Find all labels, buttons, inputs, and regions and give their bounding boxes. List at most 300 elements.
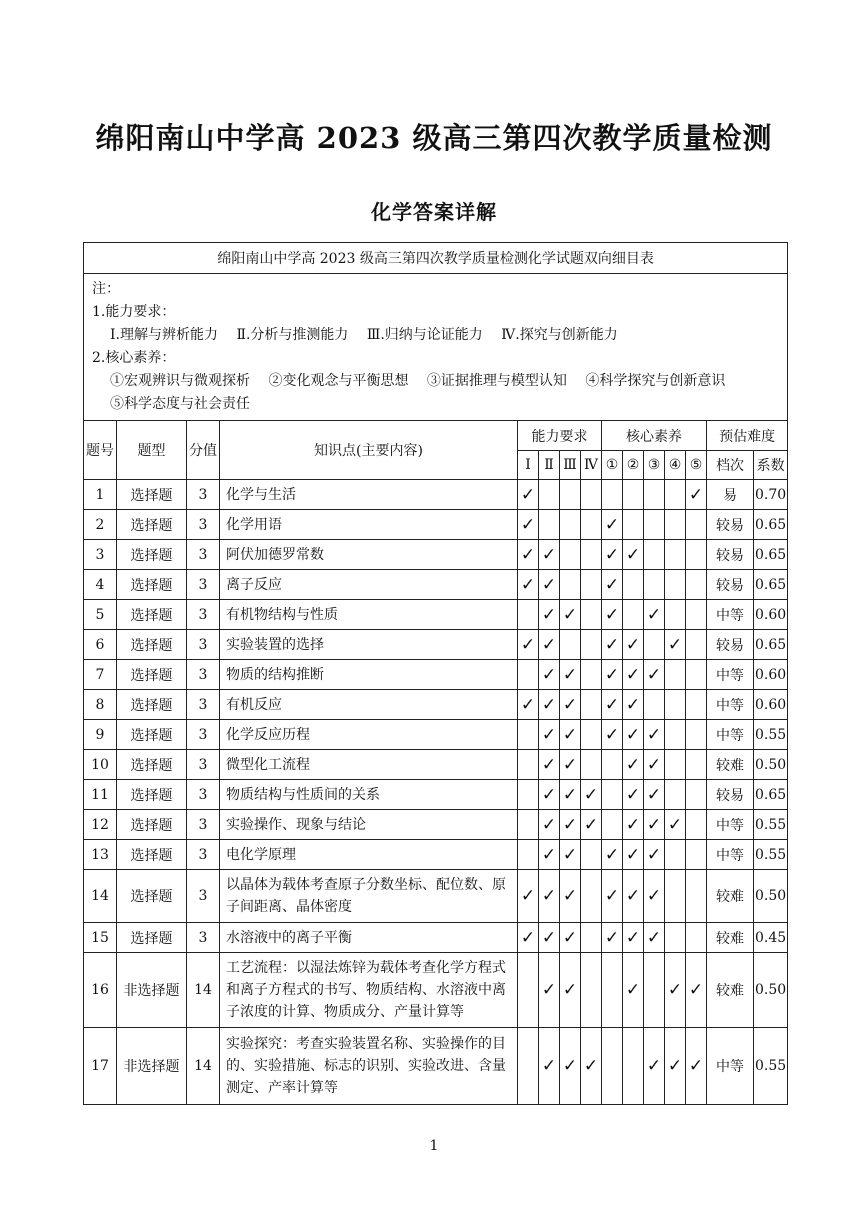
cell-core-1	[602, 480, 623, 510]
cell-core-2: ✓	[623, 690, 644, 720]
table-row	[84, 510, 788, 540]
cell-core-1: ✓	[602, 510, 623, 540]
cell-type: 非选择题	[117, 953, 187, 1028]
cell-core-1	[602, 780, 623, 810]
ability-list	[92, 324, 779, 347]
cell-ability-4: ✓	[581, 780, 602, 810]
cell-score: 3	[187, 570, 220, 600]
header-core-3: ③	[644, 451, 665, 480]
cell-ability-4	[581, 570, 602, 600]
cell-core-1: ✓	[602, 720, 623, 750]
cell-level: 中等	[707, 600, 754, 630]
cell-core-3: ✓	[644, 720, 665, 750]
cell-core-3: ✓	[644, 923, 665, 953]
cell-core-5	[686, 840, 707, 870]
cell-ability-1: ✓	[518, 923, 539, 953]
table-row	[84, 1028, 788, 1105]
cell-type: 选择题	[117, 540, 187, 570]
cell-num: 13	[84, 840, 117, 870]
cell-core-5	[686, 750, 707, 780]
cell-core-4: ✓	[665, 1028, 686, 1105]
cell-ability-3: ✓	[560, 660, 581, 690]
header-type: 题型	[117, 421, 187, 480]
cell-type: 选择题	[117, 510, 187, 540]
cell-ability-2: ✓	[539, 780, 560, 810]
cell-ability-3	[560, 570, 581, 600]
page-number: 1	[429, 1138, 439, 1154]
cell-ability-2: ✓	[539, 870, 560, 923]
cell-level: 中等	[707, 840, 754, 870]
table-row	[84, 840, 788, 870]
cell-knowledge: 化学用语	[220, 510, 518, 540]
cell-level: 较难	[707, 870, 754, 923]
table-caption: 绵阳南山中学高 2023 级高三第四次教学质量检测化学试题双向细目表	[84, 243, 788, 274]
cell-ability-1	[518, 780, 539, 810]
cell-core-5	[686, 810, 707, 840]
cell-core-2	[623, 570, 644, 600]
cell-ability-3	[560, 630, 581, 660]
cell-core-2: ✓	[623, 540, 644, 570]
cell-ability-1: ✓	[518, 630, 539, 660]
cell-core-2	[623, 600, 644, 630]
core-list-2	[92, 393, 779, 416]
cell-core-1: ✓	[602, 600, 623, 630]
cell-knowledge: 水溶液中的离子平衡	[220, 923, 518, 953]
cell-ability-3	[560, 480, 581, 510]
cell-level: 易	[707, 480, 754, 510]
cell-core-5	[686, 540, 707, 570]
cell-num: 1	[84, 480, 117, 510]
table-row	[84, 720, 788, 750]
cell-score: 3	[187, 660, 220, 690]
cell-core-3: ✓	[644, 660, 665, 690]
cell-ability-1: ✓	[518, 510, 539, 540]
cell-score: 3	[187, 630, 220, 660]
cell-level: 中等	[707, 660, 754, 690]
detail-table	[83, 242, 788, 1105]
core-item: ④科学探究与创新意识	[585, 373, 726, 389]
cell-coef: 0.65	[754, 540, 788, 570]
cell-core-3	[644, 690, 665, 720]
cell-core-3: ✓	[644, 870, 665, 923]
cell-type: 选择题	[117, 570, 187, 600]
cell-core-5	[686, 780, 707, 810]
cell-num: 16	[84, 953, 117, 1028]
cell-score: 3	[187, 510, 220, 540]
table-row	[84, 600, 788, 630]
cell-ability-4	[581, 510, 602, 540]
cell-core-1	[602, 810, 623, 840]
cell-score: 3	[187, 540, 220, 570]
cell-ability-1	[518, 750, 539, 780]
cell-core-3: ✓	[644, 750, 665, 780]
cell-core-2: ✓	[623, 660, 644, 690]
cell-ability-4	[581, 923, 602, 953]
cell-ability-4	[581, 750, 602, 780]
cell-coef: 0.65	[754, 570, 788, 600]
cell-core-4	[665, 570, 686, 600]
cell-ability-1	[518, 840, 539, 870]
cell-ability-1	[518, 810, 539, 840]
core-list	[92, 370, 779, 393]
cell-core-3	[644, 953, 665, 1028]
header-ability: 能力要求	[518, 421, 602, 451]
cell-core-2: ✓	[623, 810, 644, 840]
header-coef: 系数	[754, 451, 788, 480]
cell-core-5	[686, 600, 707, 630]
cell-ability-4: ✓	[581, 810, 602, 840]
cell-level: 中等	[707, 720, 754, 750]
cell-ability-2: ✓	[539, 840, 560, 870]
cell-core-3: ✓	[644, 810, 665, 840]
cell-core-5	[686, 870, 707, 923]
cell-ability-4	[581, 600, 602, 630]
cell-type: 选择题	[117, 690, 187, 720]
cell-score: 14	[187, 953, 220, 1028]
table-row	[84, 870, 788, 923]
core-item: ③证据推理与模型认知	[426, 373, 567, 389]
cell-score: 3	[187, 750, 220, 780]
cell-coef: 0.55	[754, 720, 788, 750]
header-ability-1: Ⅰ	[518, 451, 539, 480]
cell-core-5	[686, 690, 707, 720]
cell-coef: 0.65	[754, 780, 788, 810]
cell-ability-3: ✓	[560, 780, 581, 810]
table-row	[84, 923, 788, 953]
cell-ability-4	[581, 480, 602, 510]
cell-num: 14	[84, 870, 117, 923]
cell-type: 非选择题	[117, 1028, 187, 1105]
cell-score: 3	[187, 780, 220, 810]
cell-core-2	[623, 480, 644, 510]
cell-level: 较易	[707, 540, 754, 570]
core-title: 2.核心素养：	[92, 350, 176, 366]
cell-ability-2: ✓	[539, 810, 560, 840]
cell-ability-4	[581, 690, 602, 720]
cell-ability-2	[539, 480, 560, 510]
cell-score: 3	[187, 690, 220, 720]
cell-ability-4	[581, 630, 602, 660]
cell-ability-2: ✓	[539, 750, 560, 780]
cell-ability-3: ✓	[560, 953, 581, 1028]
header-core: 核心素养	[602, 421, 707, 451]
cell-core-4	[665, 720, 686, 750]
cell-ability-3: ✓	[560, 1028, 581, 1105]
cell-core-2: ✓	[623, 953, 644, 1028]
cell-num: 9	[84, 720, 117, 750]
cell-level: 较难	[707, 750, 754, 780]
cell-core-2	[623, 510, 644, 540]
cell-level: 较易	[707, 630, 754, 660]
notes-head: 注：	[92, 281, 120, 297]
cell-core-2: ✓	[623, 780, 644, 810]
header-ability-3: Ⅲ	[560, 451, 581, 480]
table-row	[84, 780, 788, 810]
cell-type: 选择题	[117, 660, 187, 690]
cell-level: 较易	[707, 570, 754, 600]
cell-core-4	[665, 540, 686, 570]
cell-core-3	[644, 480, 665, 510]
cell-ability-2: ✓	[539, 1028, 560, 1105]
cell-coef: 0.65	[754, 630, 788, 660]
cell-score: 3	[187, 923, 220, 953]
cell-coef: 0.55	[754, 1028, 788, 1105]
cell-knowledge: 以晶体为载体考查原子分数坐标、配位数、原子间距离、晶体密度	[220, 870, 518, 923]
header-core-1: ①	[602, 451, 623, 480]
cell-core-5: ✓	[686, 1028, 707, 1105]
cell-ability-1	[518, 1028, 539, 1105]
cell-core-4	[665, 870, 686, 923]
cell-ability-4	[581, 840, 602, 870]
cell-ability-4	[581, 870, 602, 923]
cell-core-4	[665, 510, 686, 540]
cell-type: 选择题	[117, 780, 187, 810]
cell-type: 选择题	[117, 840, 187, 870]
cell-core-2	[623, 1028, 644, 1105]
cell-core-3: ✓	[644, 600, 665, 630]
cell-score: 3	[187, 600, 220, 630]
cell-ability-3: ✓	[560, 750, 581, 780]
cell-ability-3: ✓	[560, 870, 581, 923]
cell-core-5	[686, 923, 707, 953]
cell-core-1: ✓	[602, 570, 623, 600]
cell-score: 3	[187, 720, 220, 750]
cell-coef: 0.65	[754, 510, 788, 540]
cell-ability-1: ✓	[518, 870, 539, 923]
cell-num: 4	[84, 570, 117, 600]
cell-core-5: ✓	[686, 953, 707, 1028]
header-core-2: ②	[623, 451, 644, 480]
table-row	[84, 690, 788, 720]
cell-core-4: ✓	[665, 953, 686, 1028]
cell-num: 8	[84, 690, 117, 720]
cell-type: 选择题	[117, 870, 187, 923]
cell-knowledge: 实验探究：考查实验装置名称、实验操作的目的、实验措施、标志的识别、实验改进、含量测定、产率计算等	[220, 1028, 518, 1105]
cell-type: 选择题	[117, 810, 187, 840]
header-level: 档次	[707, 451, 754, 480]
cell-num: 10	[84, 750, 117, 780]
cell-core-4	[665, 480, 686, 510]
cell-ability-4	[581, 953, 602, 1028]
cell-core-1: ✓	[602, 870, 623, 923]
header-knowledge: 知识点(主要内容)	[220, 421, 518, 480]
cell-ability-2: ✓	[539, 720, 560, 750]
cell-core-2: ✓	[623, 923, 644, 953]
cell-core-5	[686, 570, 707, 600]
cell-ability-2	[539, 510, 560, 540]
cell-knowledge: 实验操作、现象与结论	[220, 810, 518, 840]
cell-core-1: ✓	[602, 923, 623, 953]
cell-coef: 0.60	[754, 660, 788, 690]
header-ability-4: Ⅳ	[581, 451, 602, 480]
cell-core-3: ✓	[644, 840, 665, 870]
header-core-5: ⑤	[686, 451, 707, 480]
cell-ability-3: ✓	[560, 600, 581, 630]
cell-core-4	[665, 660, 686, 690]
header-core-4: ④	[665, 451, 686, 480]
cell-ability-1: ✓	[518, 690, 539, 720]
cell-ability-1	[518, 660, 539, 690]
cell-ability-3: ✓	[560, 840, 581, 870]
cell-core-3: ✓	[644, 780, 665, 810]
cell-knowledge: 实验装置的选择	[220, 630, 518, 660]
cell-knowledge: 有机物结构与性质	[220, 600, 518, 630]
cell-core-2: ✓	[623, 750, 644, 780]
cell-num: 6	[84, 630, 117, 660]
cell-num: 5	[84, 600, 117, 630]
cell-coef: 0.55	[754, 810, 788, 840]
cell-coef: 0.45	[754, 923, 788, 953]
cell-num: 17	[84, 1028, 117, 1105]
cell-knowledge: 物质的结构推断	[220, 660, 518, 690]
cell-type: 选择题	[117, 923, 187, 953]
cell-core-3	[644, 510, 665, 540]
cell-ability-3	[560, 540, 581, 570]
cell-core-3: ✓	[644, 1028, 665, 1105]
cell-core-3	[644, 540, 665, 570]
cell-level: 较难	[707, 923, 754, 953]
core-item: ⑤科学态度与社会责任	[110, 396, 250, 412]
cell-ability-2: ✓	[539, 690, 560, 720]
cell-coef: 0.60	[754, 690, 788, 720]
cell-core-3	[644, 570, 665, 600]
cell-type: 选择题	[117, 630, 187, 660]
cell-ability-3: ✓	[560, 690, 581, 720]
table-row	[84, 480, 788, 510]
cell-ability-4	[581, 660, 602, 690]
cell-ability-3	[560, 510, 581, 540]
cell-coef: 0.50	[754, 870, 788, 923]
cell-core-5: ✓	[686, 480, 707, 510]
cell-ability-1	[518, 953, 539, 1028]
cell-coef: 0.60	[754, 600, 788, 630]
cell-core-4: ✓	[665, 810, 686, 840]
table-row	[84, 540, 788, 570]
cell-num: 15	[84, 923, 117, 953]
cell-level: 中等	[707, 1028, 754, 1105]
cell-core-5	[686, 720, 707, 750]
cell-type: 选择题	[117, 750, 187, 780]
cell-num: 12	[84, 810, 117, 840]
cell-ability-2: ✓	[539, 923, 560, 953]
cell-coef: 0.70	[754, 480, 788, 510]
cell-level: 中等	[707, 690, 754, 720]
cell-ability-2: ✓	[539, 660, 560, 690]
cell-core-4	[665, 750, 686, 780]
cell-level: 较难	[707, 953, 754, 1028]
cell-num: 2	[84, 510, 117, 540]
cell-core-2: ✓	[623, 870, 644, 923]
cell-core-2: ✓	[623, 630, 644, 660]
cell-knowledge: 电化学原理	[220, 840, 518, 870]
table-row	[84, 660, 788, 690]
header-score: 分值	[187, 421, 220, 480]
cell-num: 3	[84, 540, 117, 570]
cell-score: 3	[187, 810, 220, 840]
cell-type: 选择题	[117, 600, 187, 630]
cell-score: 3	[187, 840, 220, 870]
cell-coef: 0.50	[754, 953, 788, 1028]
cell-core-4	[665, 690, 686, 720]
ability-item: Ⅰ.理解与辨析能力	[110, 327, 218, 343]
cell-ability-4	[581, 540, 602, 570]
cell-core-4: ✓	[665, 630, 686, 660]
cell-core-1: ✓	[602, 540, 623, 570]
cell-level: 较易	[707, 510, 754, 540]
cell-knowledge: 化学反应历程	[220, 720, 518, 750]
table-row	[84, 630, 788, 660]
cell-score: 14	[187, 1028, 220, 1105]
cell-core-4	[665, 780, 686, 810]
cell-core-1	[602, 953, 623, 1028]
cell-ability-1: ✓	[518, 540, 539, 570]
table-row	[84, 750, 788, 780]
cell-ability-1	[518, 720, 539, 750]
cell-knowledge: 阿伏加德罗常数	[220, 540, 518, 570]
cell-ability-1: ✓	[518, 570, 539, 600]
document-title: 绵阳南山中学高 2023 级高三第四次教学质量检测	[95, 121, 773, 155]
cell-core-2: ✓	[623, 840, 644, 870]
cell-knowledge: 化学与生活	[220, 480, 518, 510]
cell-score: 3	[187, 870, 220, 923]
core-item: ②变化观念与平衡思想	[268, 373, 409, 389]
cell-ability-4: ✓	[581, 1028, 602, 1105]
cell-knowledge: 离子反应	[220, 570, 518, 600]
cell-core-1: ✓	[602, 660, 623, 690]
cell-core-4	[665, 600, 686, 630]
cell-ability-3: ✓	[560, 720, 581, 750]
cell-level: 较易	[707, 780, 754, 810]
cell-core-1	[602, 750, 623, 780]
cell-ability-3: ✓	[560, 923, 581, 953]
cell-core-1	[602, 1028, 623, 1105]
cell-type: 选择题	[117, 480, 187, 510]
core-item: ①宏观辨识与微观探析	[110, 373, 250, 389]
cell-level: 中等	[707, 810, 754, 840]
cell-ability-4	[581, 720, 602, 750]
header-difficulty: 预估难度	[707, 421, 788, 451]
cell-core-3	[644, 630, 665, 660]
header-ability-2: Ⅱ	[539, 451, 560, 480]
cell-ability-2: ✓	[539, 953, 560, 1028]
cell-ability-2: ✓	[539, 630, 560, 660]
cell-coef: 0.50	[754, 750, 788, 780]
cell-core-1: ✓	[602, 690, 623, 720]
cell-ability-1: ✓	[518, 480, 539, 510]
cell-knowledge: 有机反应	[220, 690, 518, 720]
table-row	[84, 953, 788, 1028]
cell-core-5	[686, 510, 707, 540]
cell-num: 11	[84, 780, 117, 810]
cell-core-2: ✓	[623, 720, 644, 750]
cell-coef: 0.55	[754, 840, 788, 870]
cell-core-4	[665, 923, 686, 953]
cell-ability-2: ✓	[539, 540, 560, 570]
cell-num: 7	[84, 660, 117, 690]
cell-core-1: ✓	[602, 630, 623, 660]
cell-core-5	[686, 660, 707, 690]
cell-knowledge: 物质结构与性质间的关系	[220, 780, 518, 810]
ability-item: Ⅱ.分析与推测能力	[236, 327, 349, 343]
cell-type: 选择题	[117, 720, 187, 750]
notes-section	[84, 274, 788, 421]
header-num: 题号	[84, 421, 117, 480]
cell-ability-2: ✓	[539, 570, 560, 600]
table-row	[84, 810, 788, 840]
cell-ability-1	[518, 600, 539, 630]
cell-score: 3	[187, 480, 220, 510]
cell-core-5	[686, 630, 707, 660]
